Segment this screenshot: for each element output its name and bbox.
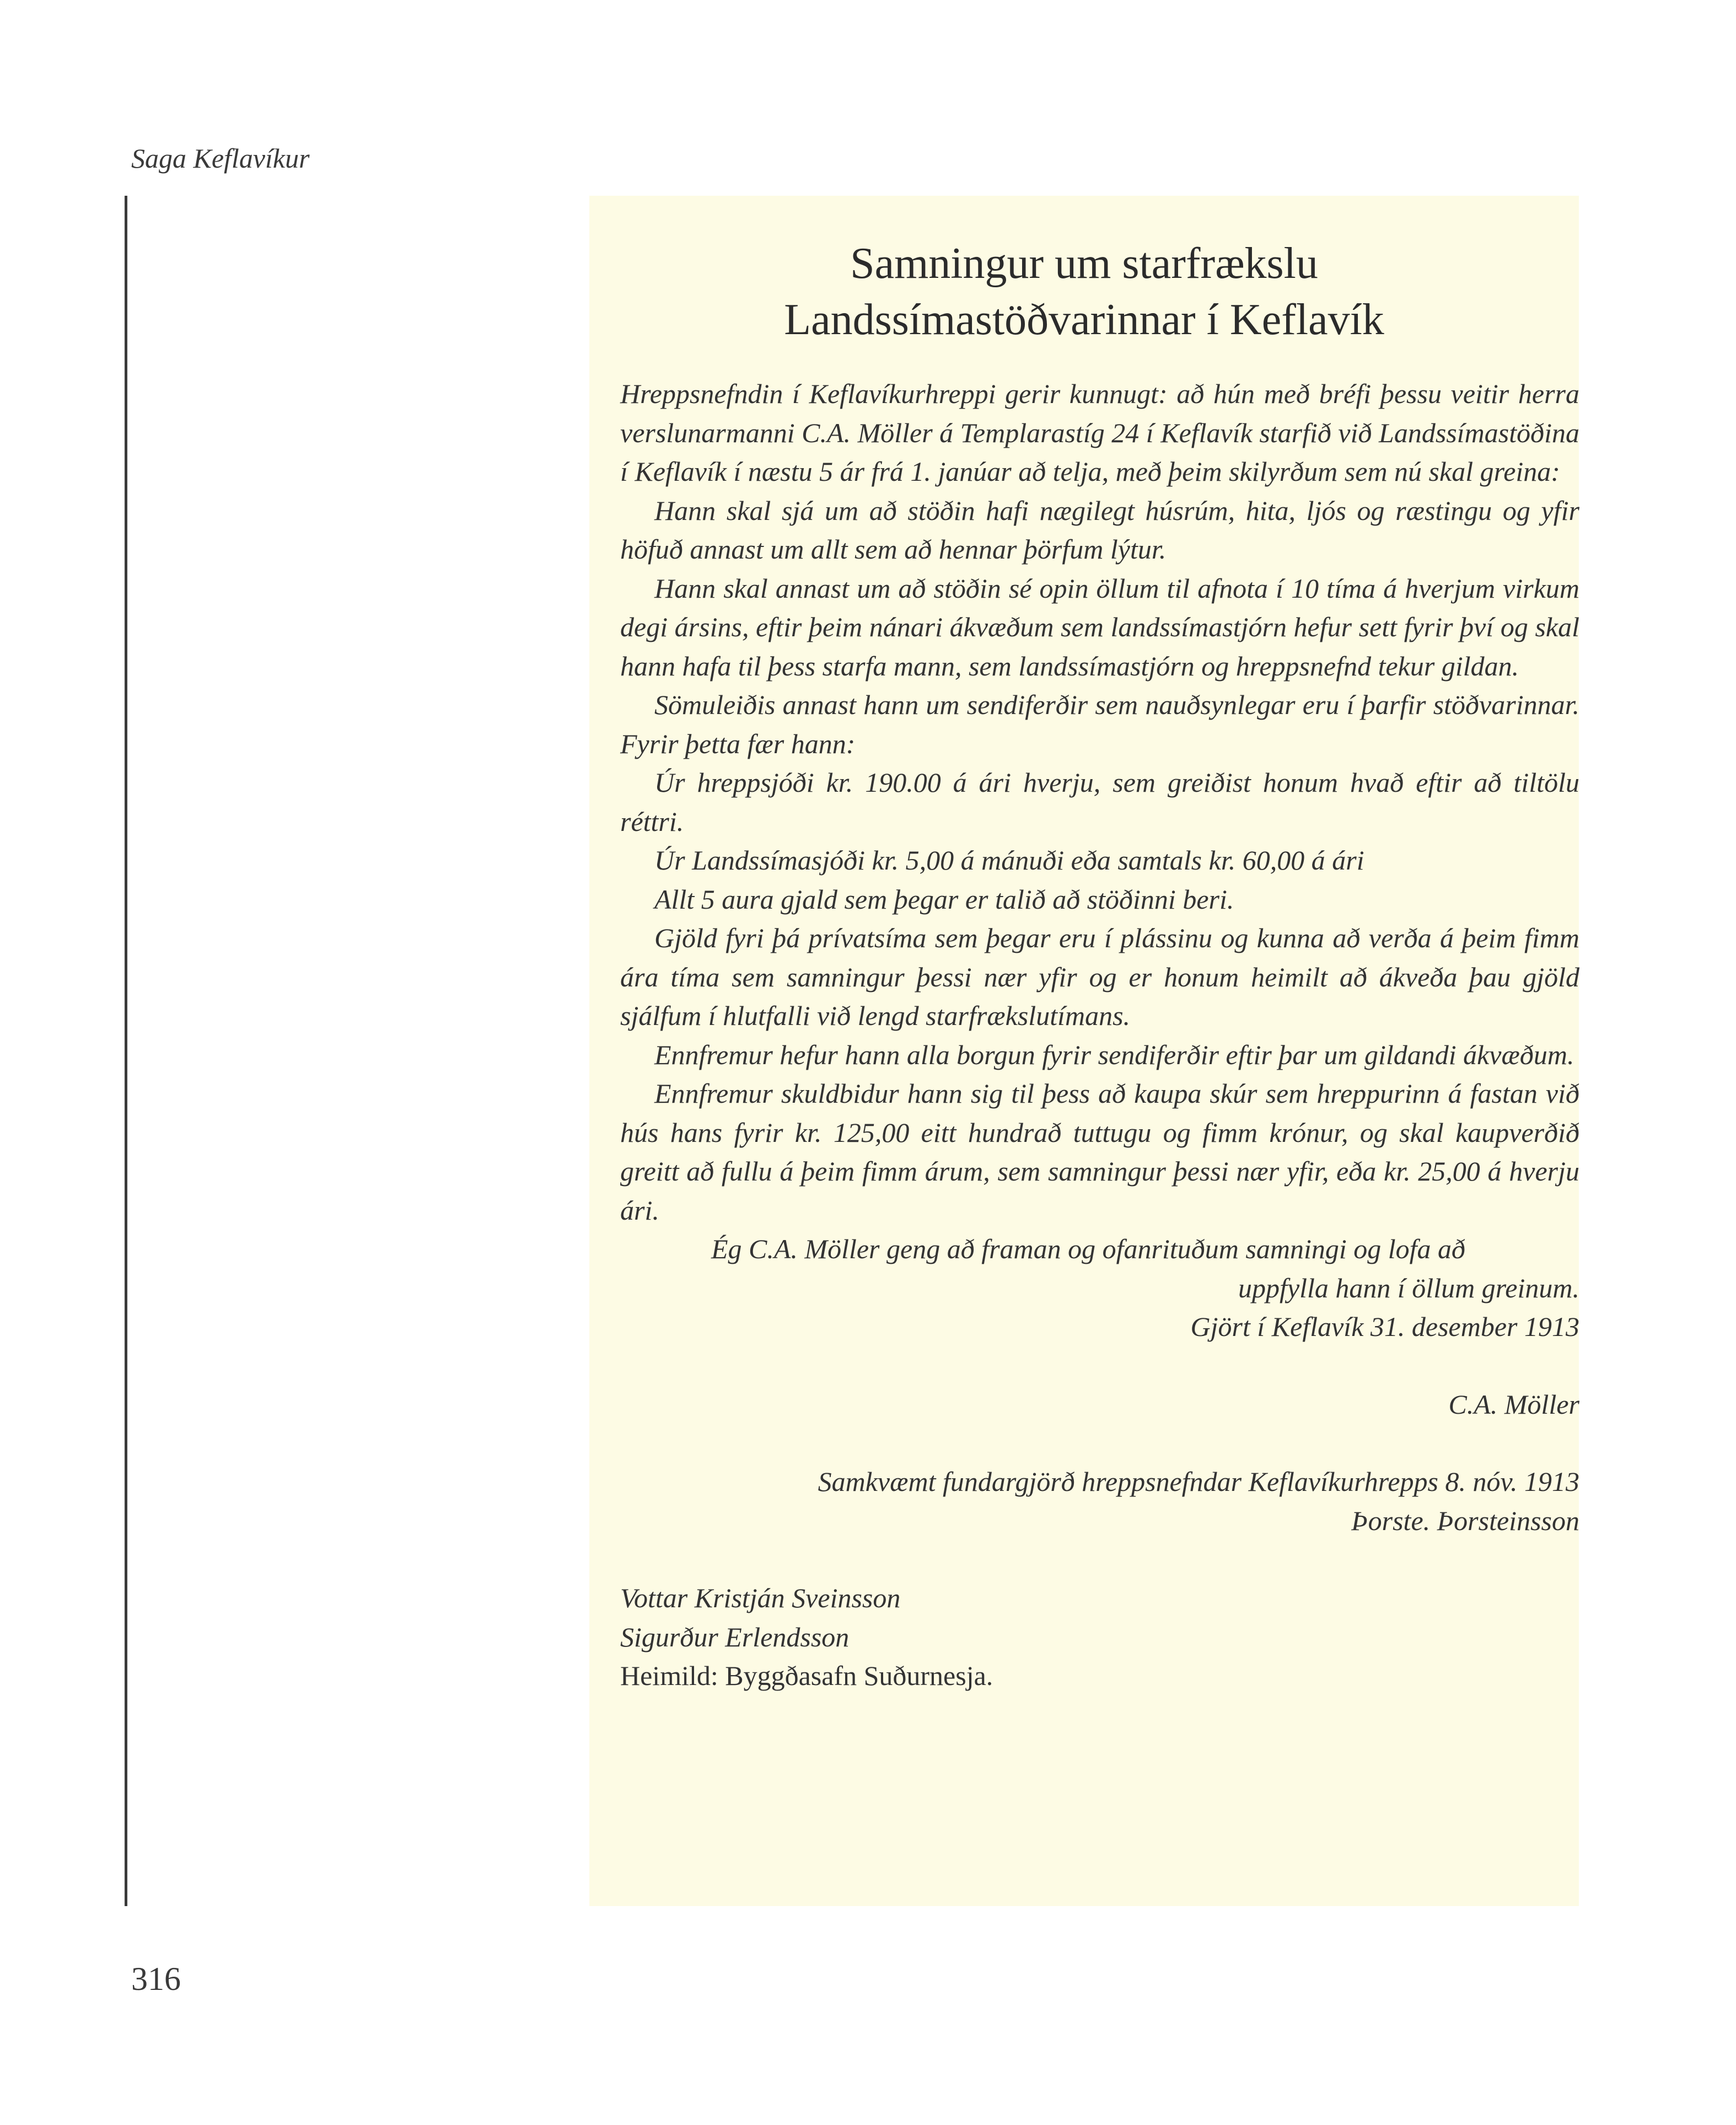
pledge-statement — [620, 1230, 1579, 1307]
margin-rule — [125, 196, 127, 1906]
title-line-2: Landssímastöðvarinnar í Keflavík — [784, 296, 1384, 344]
paragraph: Úr hreppsjóði kr. 190.00 á ári hverju, sem greiðist honum hvað eftir að tiltölu réttri. — [620, 767, 1579, 837]
title-line-1: Samningur um starfrækslu — [850, 239, 1318, 288]
date-line: Gjört í Keflavík 31. desember 1913 — [1190, 1311, 1579, 1342]
approval-signature: Þorste. Þorsteinsson — [1351, 1505, 1579, 1536]
witness-line-1: Vottar Kristján Sveinsson — [620, 1582, 901, 1613]
witness-line-2: Sigurður Erlendsson — [620, 1621, 850, 1652]
signature: C.A. Möller — [1448, 1388, 1579, 1420]
pledge-line-1: Ég C.A. Möller geng að framan og ofanrituðum samningi og lofa að — [711, 1233, 1466, 1264]
document-title — [589, 235, 1579, 348]
contract-panel — [589, 196, 1579, 1906]
contract-body — [620, 374, 1579, 1695]
source-note: Heimild: Byggðasafn Suðurnesja. — [620, 1660, 993, 1691]
paragraph: Gjöld fyri þá prívatsíma sem þegar eru í plássinu og kunna að verða á þeim fimm ára tíma sem samningur þessi nær yfir og er honum heimilt að ákveða þau gjöld sjálfum í hlutfalli við lengd starfrækslutímans. — [620, 922, 1579, 1031]
pledge-line-2: uppfylla hann í öllum greinum. — [1238, 1272, 1579, 1303]
paragraph: Ennfremur hefur hann alla borgun fyrir sendiferðir eftir þar um gildandi ákvæðum. — [654, 1039, 1574, 1070]
paragraph: Úr Landssímasjóði kr. 5,00 á mánuði eða samtals kr. 60,00 á ári — [654, 845, 1364, 876]
paragraph: Hann skal sjá um að stöðin hafi nægilegt húsrúm, hita, ljós og ræstingu og yfir höfuð annast um allt sem að hennar þörfum lýtur. — [620, 495, 1579, 565]
paragraph: Allt 5 aura gjald sem þegar er talið að stöðinni beri. — [654, 883, 1234, 915]
page-number: 316 — [131, 1961, 181, 1997]
approval-line: Samkvæmt fundargjörð hreppsnefndar Keflavíkurhrepps 8. nóv. 1913 — [818, 1466, 1579, 1497]
paragraph-intro: Hreppsnefndin í Keflavíkurhreppi gerir kunnugt: að hún með bréfi þessu veitir herra verslunarmanni C.A. Möller á Templarastíg 24 í Keflavík starfið við Landssímastöðina í Keflavík í næstu 5 ár frá 1. janúar að telja, með þeim skilyrðum sem nú skal greina: — [620, 378, 1579, 487]
paragraph: Ennfremur skuldbidur hann sig til þess að kaupa skúr sem hreppurinn á fastan við hús hans fyrir kr. 125,00 eitt hundrað tuttugu og fimm krónur, og skal kaupverðið greitt að fullu á þeim fimm árum, sem samningur þessi nær yfir, eða kr. 25,00 á hverju ári. — [620, 1078, 1579, 1226]
paragraph: Sömuleiðis annast hann um sendiferðir sem nauðsynlegar eru í þarfir stöðvarinnar. Fyrir þetta fær hann: — [620, 689, 1579, 759]
paragraph: Hann skal annast um að stöðin sé opin öllum til afnota í 10 tíma á hverjum virkum degi ársins, eftir þeim nánari ákvæðum sem landssímastjórn hefur sett fyrir því og skal hann hafa til þess starfa mann, sem landssímastjórn og hreppsnefnd tekur gildan. — [620, 572, 1579, 681]
running-head-title: Saga Keflavíkur — [131, 143, 310, 174]
